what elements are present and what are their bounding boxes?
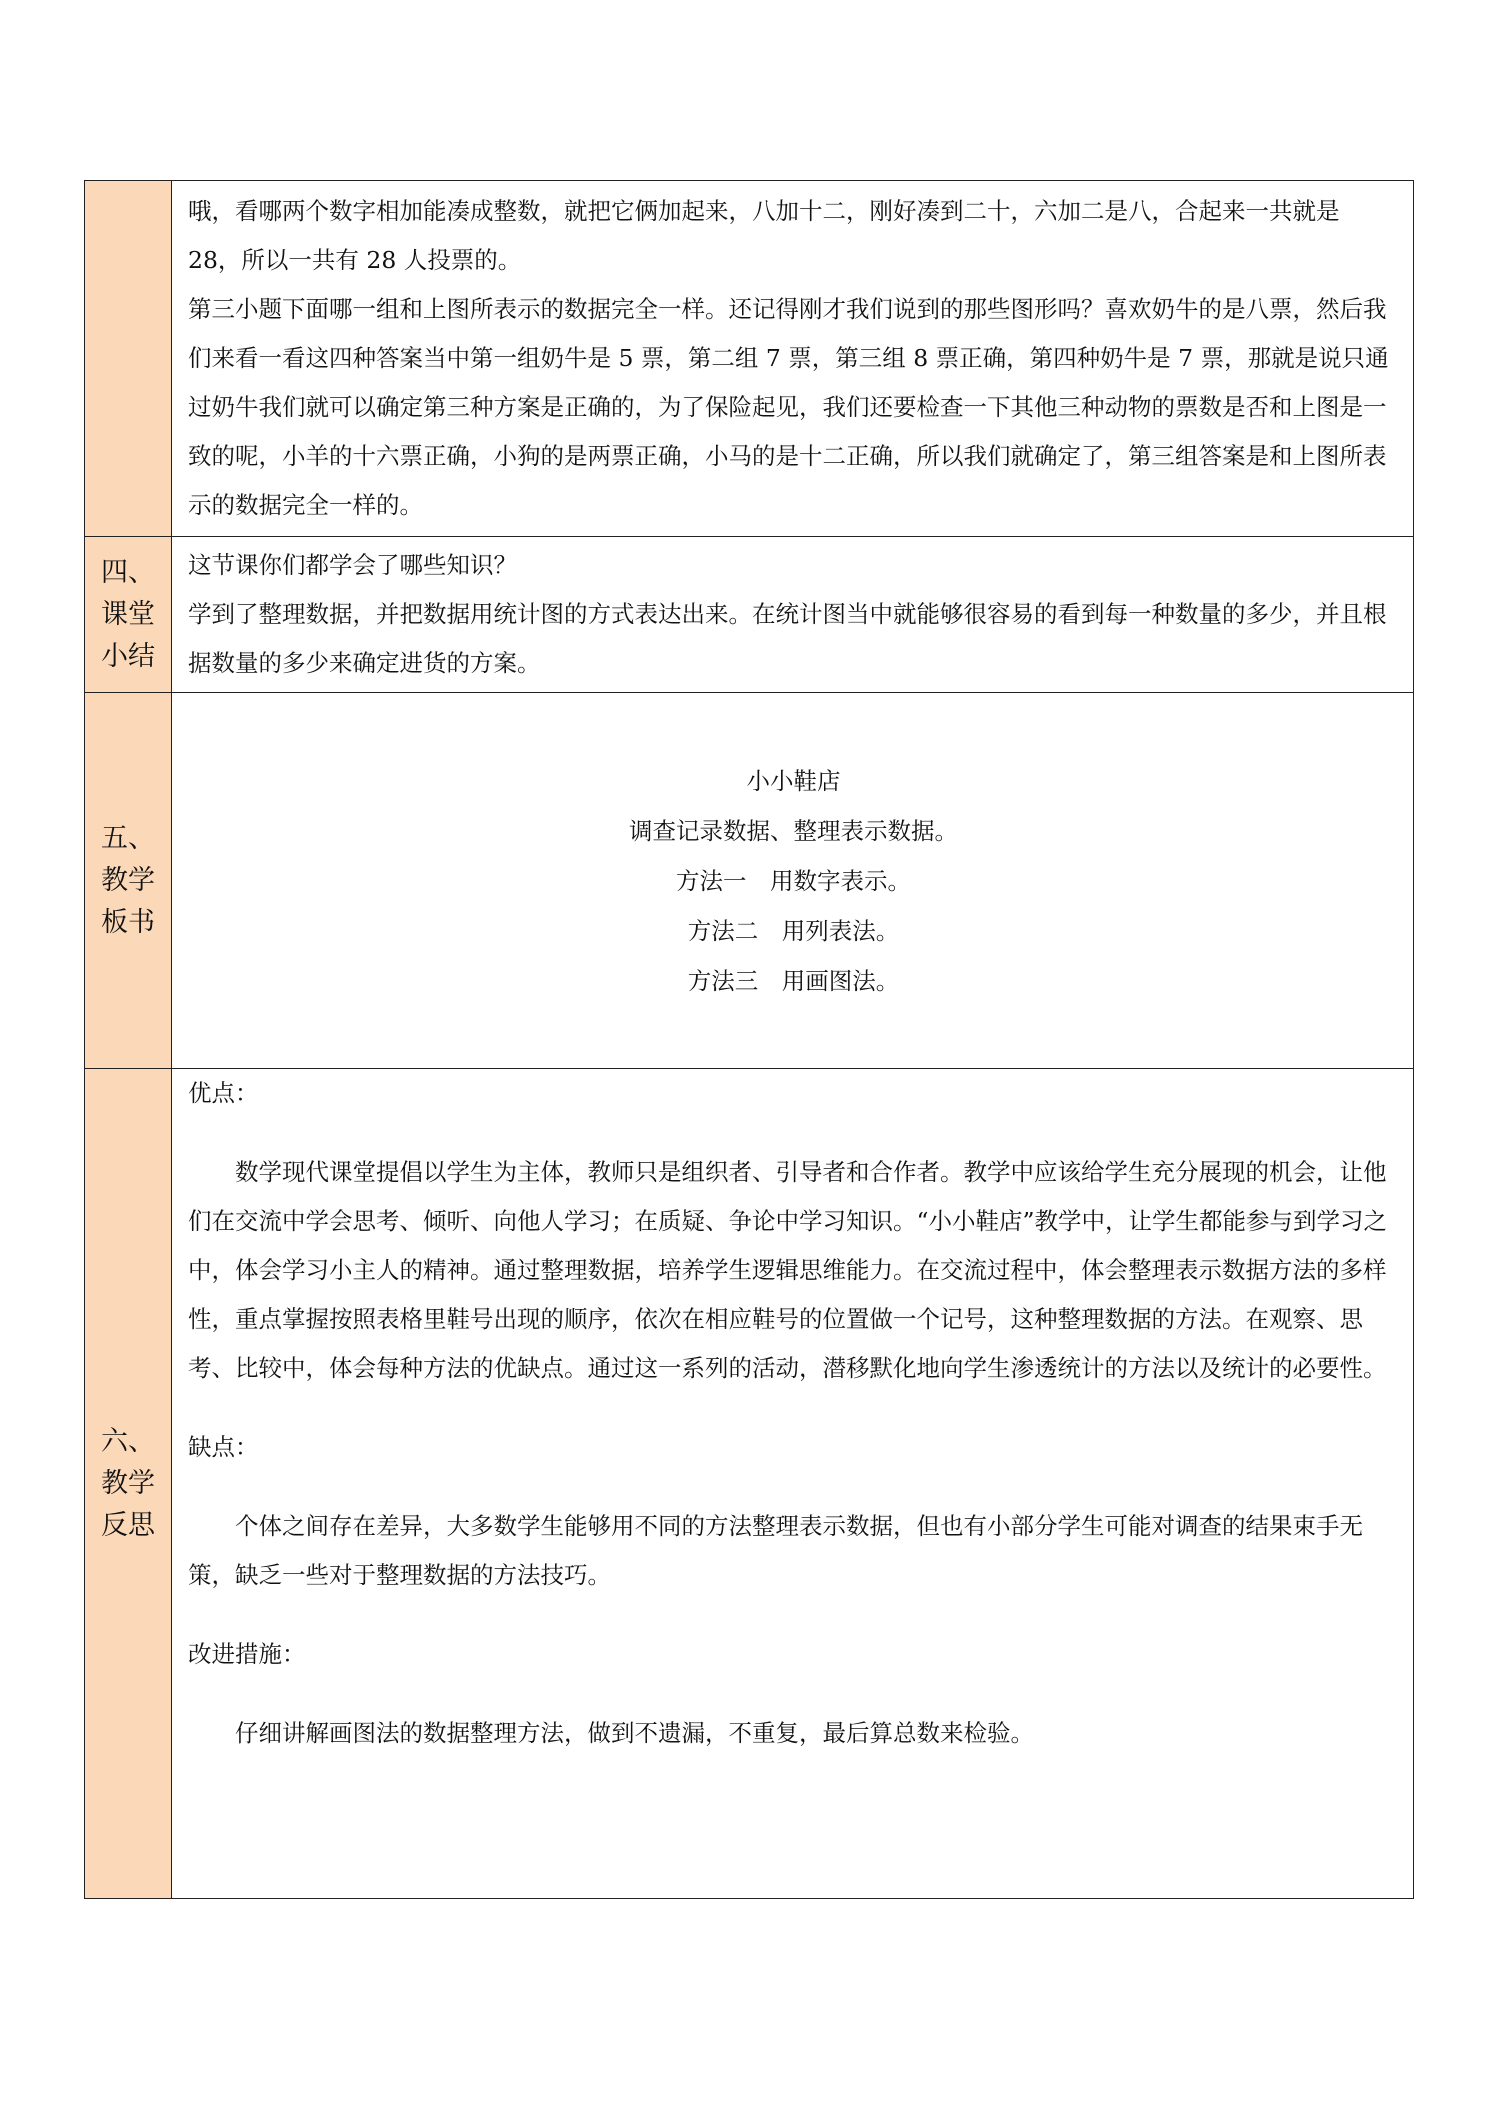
continuation-label-cell (85, 181, 172, 537)
advantages-text: 数学现代课堂提倡以学生为主体，教师只是组织者、引导者和合作者。教学中应该给学生充分展现的机会，让他们在交流中学会思考、倾听、向他人学习；在质疑、争论中学习知识。“小小鞋店”教学中，让学生都能参与到学习之中，体会学习小主人的精神。通过整理数据，培养学生逻辑思维能力。在交流过程中，体会整理表示数据方法的多样性，重点掌握按照表格里鞋号出现的顺序，依次在相应鞋号的位置做一个记号，这种整理数据的方法。在观察、思考、比较中，体会每种方法的优缺点。通过这一系列的活动，潜移默化地向学生渗透统计的方法以及统计的必要性。 (188, 1158, 1388, 1382)
board-label-line: 板书 (101, 906, 155, 938)
board-line: 方法三 用画图法。 (687, 966, 900, 995)
reflection-row (85, 1069, 1414, 1899)
continuation-paragraph: 哦，看哪两个数字相加能凑成整数，就把它俩加起来，八加十二，刚好凑到二十，六加二是八，合起来一共就是 28，所以一共有 28 人投票的。 (188, 197, 1340, 274)
reflection-content (172, 1069, 1414, 1899)
advantages-heading: 优点： (188, 1079, 259, 1107)
summary-content (172, 537, 1414, 693)
summary-label (85, 537, 172, 693)
lesson-plan-table (84, 180, 1414, 1899)
board-line: 方法二 用列表法。 (687, 916, 900, 945)
board-line: 调查记录数据、整理表示数据。 (629, 816, 958, 845)
continuation-content (172, 181, 1414, 537)
reflection-label-line: 六、 (101, 1425, 155, 1457)
board-line: 方法一 用数字表示。 (676, 866, 911, 895)
board-label-line: 教学 (101, 864, 155, 896)
summary-label-line: 四、 (101, 556, 155, 588)
summary-label-line: 小结 (101, 640, 155, 672)
continuation-row (85, 181, 1414, 537)
disadvantages-text: 个体之间存在差异，大多数学生能够用不同的方法整理表示数据，但也有小部分学生可能对调查的结果束手无策，缺乏一些对于整理数据的方法技巧。 (188, 1512, 1363, 1589)
reflection-label (85, 1069, 172, 1899)
reflection-label-line: 反思 (101, 1509, 155, 1541)
improvement-text: 仔细讲解画图法的数据整理方法，做到不遗漏，不重复，最后算总数来检验。 (235, 1719, 1034, 1747)
improvement-heading: 改进措施： (188, 1640, 306, 1668)
summary-label-line: 课堂 (101, 598, 155, 630)
board-label-line: 五、 (101, 822, 155, 854)
board-label (85, 693, 172, 1069)
reflection-label-line: 教学 (101, 1467, 155, 1499)
board-row (85, 693, 1414, 1069)
board-content (172, 693, 1414, 1069)
board-title: 小小鞋店 (746, 766, 841, 795)
summary-question: 这节课你们都学会了哪些知识？ (188, 551, 517, 579)
continuation-paragraph: 第三小题下面哪一组和上图所表示的数据完全一样。还记得刚才我们说到的那些图形吗？喜欢奶牛的是八票，然后我们来看一看这四种答案当中第一组奶牛是 5 票，第二组 7 票，第三组 8 票正确，第四种奶牛是 7 票，那就是说只通过奶牛我们就可以确定第三种方案是正确的，为了保险起见，我们还要检查一下其他三种动物的票数是否和上图是一致的呢，小羊的十六票正确，小狗的是两票正确，小马的是十二正确，所以我们就确定了，第三组答案是和上图所表示的数据完全一样的。 (188, 295, 1389, 519)
disadvantages-heading: 缺点： (188, 1433, 259, 1461)
summary-row (85, 537, 1414, 693)
summary-answer: 学到了整理数据，并把数据用统计图的方式表达出来。在统计图当中就能够很容易的看到每一种数量的多少，并且根据数量的多少来确定进货的方案。 (188, 600, 1387, 677)
